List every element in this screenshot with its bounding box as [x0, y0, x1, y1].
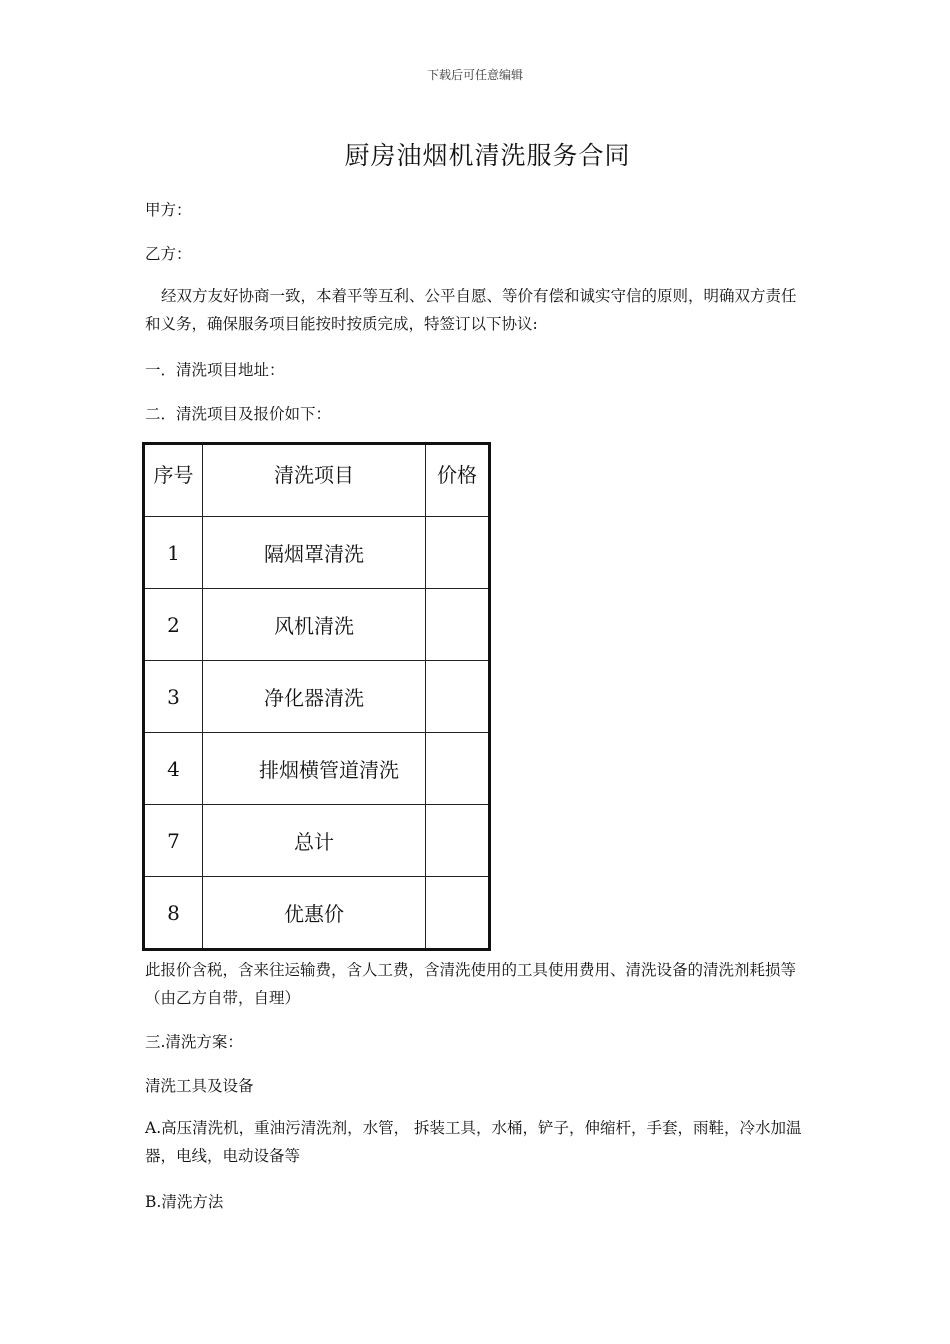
row-item: 排烟横管道清洗	[203, 733, 426, 805]
party-b-label: 乙方：	[145, 245, 192, 263]
row-price	[426, 733, 490, 805]
quote-table	[142, 442, 491, 951]
section-cleaning-plan: 三.清洗方案：	[145, 1033, 243, 1051]
table-row	[144, 661, 490, 733]
row-price	[426, 589, 490, 661]
row-item: 总计	[203, 805, 426, 877]
row-price	[426, 661, 490, 733]
row-no: 1	[144, 517, 203, 589]
document-title: 厨房油烟机清洗服务合同	[344, 141, 631, 170]
row-item: 风机清洗	[203, 589, 426, 661]
row-no: 2	[144, 589, 203, 661]
table-row	[144, 805, 490, 877]
row-price	[426, 517, 490, 589]
price-note: 此报价含税，含来往运输费，含人工费，含清洗使用的工具使用费用、清洗设备的清洗剂耗损等（由乙方自带，自理）	[145, 961, 797, 1007]
row-no: 7	[144, 805, 203, 877]
tools-list: A.高压清洗机，重油污清洗剂，水管， 拆装工具，水桶，铲子，伸缩杆，手套，雨鞋，冷水加温器，电线，电动设备等	[145, 1119, 802, 1165]
row-no: 4	[144, 733, 203, 805]
table-row	[144, 589, 490, 661]
table-row	[144, 733, 490, 805]
table-row	[144, 877, 490, 950]
row-price	[426, 805, 490, 877]
row-item: 隔烟罩清洗	[203, 517, 426, 589]
row-price	[426, 877, 490, 950]
header-no: 序号	[144, 444, 203, 517]
party-a-label: 甲方：	[145, 201, 192, 219]
section-items-quote: 二．清洗项目及报价如下：	[145, 405, 332, 423]
row-no: 8	[144, 877, 203, 950]
table-header-row	[144, 444, 490, 517]
section-address: 一．清洗项目地址：	[145, 361, 285, 379]
header-item: 清洗项目	[203, 444, 426, 517]
header-price: 价格	[426, 444, 490, 517]
table-row	[144, 517, 490, 589]
tools-heading: 清洗工具及设备	[145, 1077, 254, 1095]
row-item: 净化器清洗	[203, 661, 426, 733]
header-note: 下载后可任意编辑	[426, 68, 523, 82]
intro-paragraph: 经双方友好协商一致，本着平等互利、公平自愿、等价有偿和诚实守信的原则，明确双方责任和义务，确保服务项目能按时按质完成，特签订以下协议:	[145, 287, 797, 333]
row-no: 3	[144, 661, 203, 733]
row-item: 优惠价	[203, 877, 426, 950]
cleaning-method-heading: B.清洗方法	[145, 1193, 224, 1211]
